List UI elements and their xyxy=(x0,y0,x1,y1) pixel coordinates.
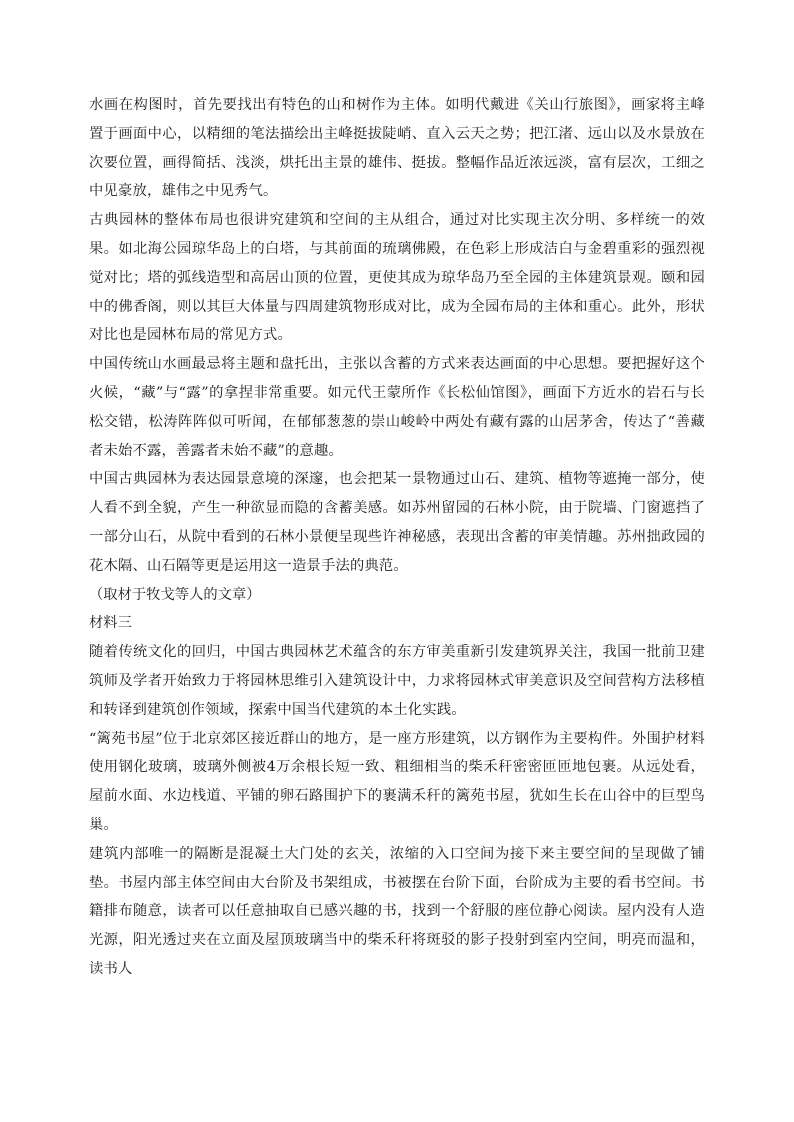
paragraph-garden-concealment: 中国古典园林为表达园景意境的深邃，也会把某一景物通过山石、建筑、植物等遮掩一部分，使人看不到全貌，产生一种欲显而隐的含蓄美感。如苏州留园的石林小院，由于院墙、门窗遮挡了一部分山石，从院中看到的石林小景便呈现些许神秘感，表现出含蓄的审美情趣。苏州拙政园的花木隔、山石隔等更是运用这一造景手法的典范。 xyxy=(89,471,705,574)
paragraph-traditional-culture-return: 随着传统文化的回归，中国古典园林艺术蕴含的东方审美重新引发建筑界关注，我国一批前卫建筑师及学者开始致力于将园林思维引入建筑设计中，力求将园林式审美意识及空间营构方法移植和转译到建筑创作领域，探索中国当代建筑的本土化实践。 xyxy=(89,644,705,718)
paragraph-liyuan-library: “篱苑书屋”位于北京郊区接近群山的地方，是一座方形建筑，以方钢作为主要构件。外围护材料使用钢化玻璃，玻璃外侧被4万余根长短一致、粗细相当的柴禾秆密密匝匝地包裹。从远处看，屋前水面、水边栈道、平铺的卵石路围护下的裹满禾秆的篱苑书屋，犹如生长在山谷中的巨型鸟巢。 xyxy=(89,730,705,833)
paragraph-library-interior: 建筑内部唯一的隔断是混凝土大门处的玄关，浓缩的入口空间为接下来主要空间的呈现做了铺垫。书屋内部主体空间由大台阶及书架组成，书被摆在台阶下面，台阶成为主要的看书空间。书籍排布随意，读者可以任意抽取自已感兴趣的书，找到一个舒服的座位静心阅读。屋内没有人造光源，阳光透过夹在立面及屋顶玻璃当中的柴禾秆将斑驳的影子投射到室内空间，明亮而温和，读书人 xyxy=(89,845,705,977)
material-heading: 材料三 xyxy=(89,615,132,632)
paragraph-landscape-painting-composition: 水画在构图时，首先要找出有特色的山和树作为主体。如明代戴进《关山行旅图》，画家将主峰置于画面中心，以精细的笔法描绘出主峰挺拔陡峭、直入云天之势；把江渚、远山以及水景放在次要位置，画得简括、浅淡，烘托出主景的雄伟、挺拔。整幅作品近浓远淡，富有层次，工细之中见豪放，雄伟之中见秀气。 xyxy=(89,97,705,200)
paragraph-garden-layout: 古典园林的整体布局也很讲究建筑和空间的主从组合，通过对比实现主次分明、多样统一的效果。如北海公园琼华岛上的白塔，与其前面的琉璃佛殿，在色彩上形成洁白与金碧重彩的强烈视觉对比；塔的弧线造型和高居山顶的位置，更使其成为琼华岛乃至全园的主体建筑景观。颐和园中的佛香阁，则以其巨大体量与四周建筑物形成对比，成为全园布局的主体和重心。此外，形状对比也是园林布局的常见方式。 xyxy=(89,212,705,344)
paragraph-hide-and-reveal: 中国传统山水画最忌将主题和盘托出，主张以含蓄的方式来表达画面的中心思想。要把握好这个火候，“藏”与“露”的拿捏非常重要。如元代王蒙所作《长松仙馆图》，画面下方近水的岩石与长松交错，松涛阵阵似可听闻，在郁郁葱葱的崇山峻岭中两处有藏有露的山居茅舍，传达了“善藏者未始不露，善露者未始不藏”的意趣。 xyxy=(89,356,705,459)
source-note: （取材于牧戈等人的文章） xyxy=(89,586,261,603)
document-page xyxy=(89,91,705,984)
